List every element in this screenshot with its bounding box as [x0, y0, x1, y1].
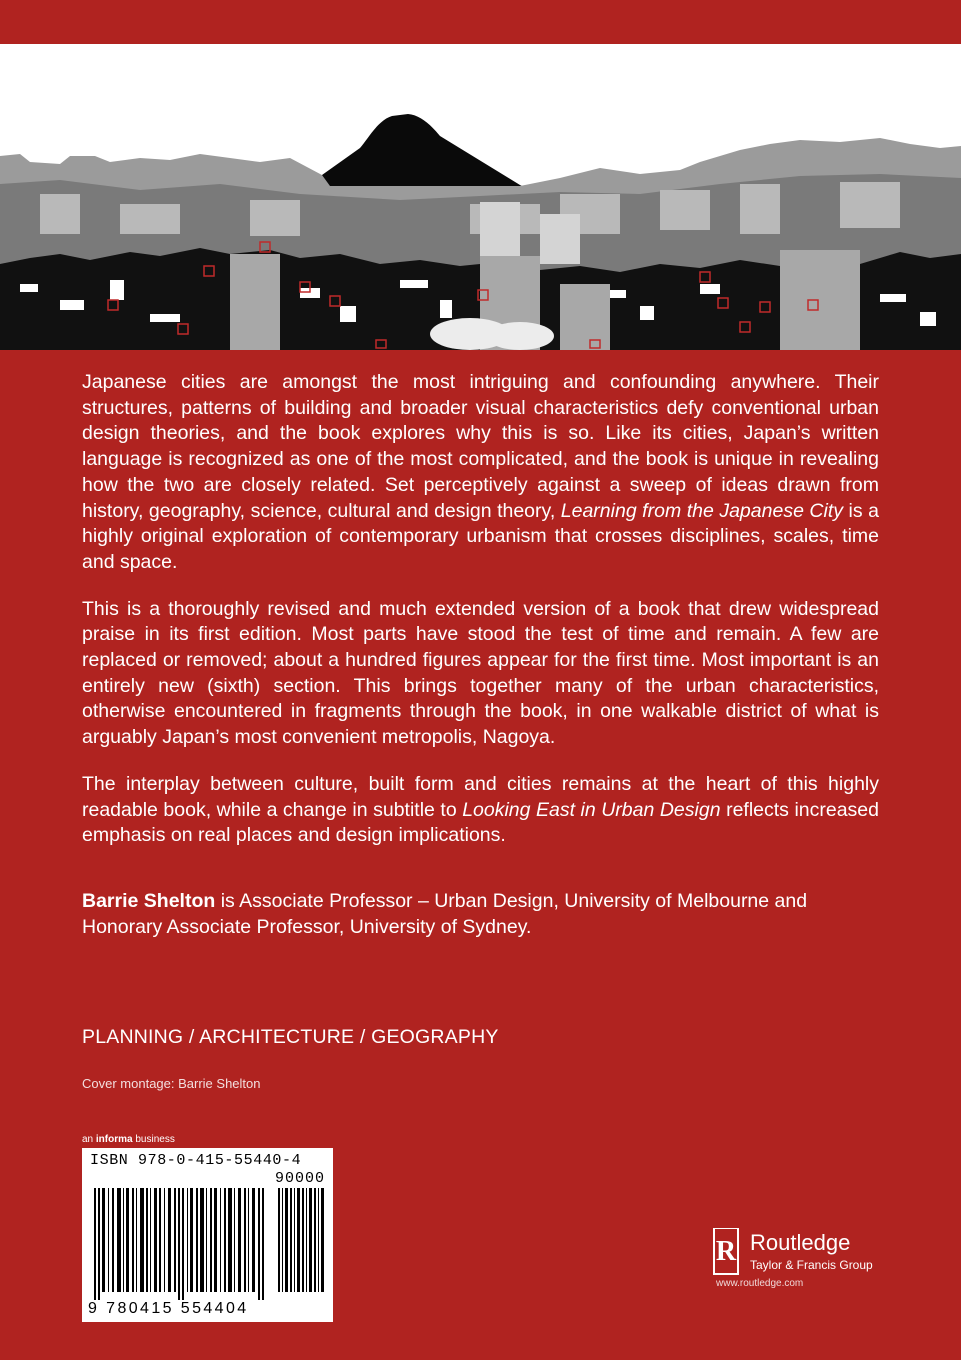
- author-bio: Barrie Shelton is Associate Professor – Urban Design, University of Melbourne and Honorary Associate Professor, University of Sydney.: [82, 889, 808, 938]
- routledge-r-icon: [712, 1228, 742, 1278]
- blurb-paragraph-2: This is a thoroughly revised and much extended version of a book that drew widespread praise in its first edition. Most parts have stood the test of time and remain. A few are replaced or removed; about a hundred figures appear for the first time. Most important is an entirely new (sixth) section. This brings together many of the urban characteristics, otherwise encountered in fragments through the book, in one walkable district of what is arguably Japan’s most convenient metropolis, Nagoya.: [82, 597, 879, 749]
- publisher-name: Routledge: [750, 1230, 851, 1255]
- subject-categories: PLANNING / ARCHITECTURE / GEOGRAPHY: [82, 1026, 499, 1048]
- publisher-group: Taylor & Francis Group: [750, 1258, 873, 1272]
- author-name: Barrie Shelton: [82, 889, 216, 912]
- informa-tagline: an informa business: [82, 1134, 175, 1145]
- ean-digits: 9 780415 554404: [88, 1300, 249, 1317]
- cover-credit: Cover montage: Barrie Shelton: [82, 1076, 261, 1091]
- blurb-paragraph-3: The interplay between culture, built form and cities remains at the heart of this highly readable book, while a change in subtitle to Looking East in Urban Design reflects increased emphasis on real places and design implications.: [82, 772, 879, 847]
- svg-text:R: R: [715, 1236, 737, 1267]
- addon-barcode-bars: [276, 1188, 328, 1292]
- top-band: [0, 0, 961, 44]
- publisher-logo: [712, 1228, 892, 1294]
- publisher-url: www.routledge.com: [716, 1278, 804, 1289]
- blurb-paragraph-1: Japanese cities are amongst the most intriguing and confounding anywhere. Their structures, patterns of building and broader visual characteristics defy conventional urban design theories, and the book explores why this is so. Like its cities, Japan’s written language is recognized as one of the most complicated, and the book is unique in revealing how the two are closely related. Set perceptively against a sweep of ideas drawn from history, geography, science, cultural and design theory, Learning from the Japanese City is a highly original exploration of contemporary urbanism that crosses disciplines, scales, time and space.: [82, 371, 879, 573]
- city-montage-image: [0, 44, 961, 350]
- book-title-italic: Learning from the Japanese City: [560, 499, 844, 522]
- city-montage-illustration: [0, 44, 961, 350]
- isbn-number: ISBN 978-0-415-55440-4: [90, 1152, 302, 1169]
- subtitle-italic: Looking East in Urban Design: [462, 798, 721, 821]
- price-code: 90000: [274, 1170, 325, 1187]
- isbn-barcode: [82, 1148, 333, 1322]
- blurb: [82, 370, 879, 940]
- ean-barcode-bars: [88, 1188, 272, 1300]
